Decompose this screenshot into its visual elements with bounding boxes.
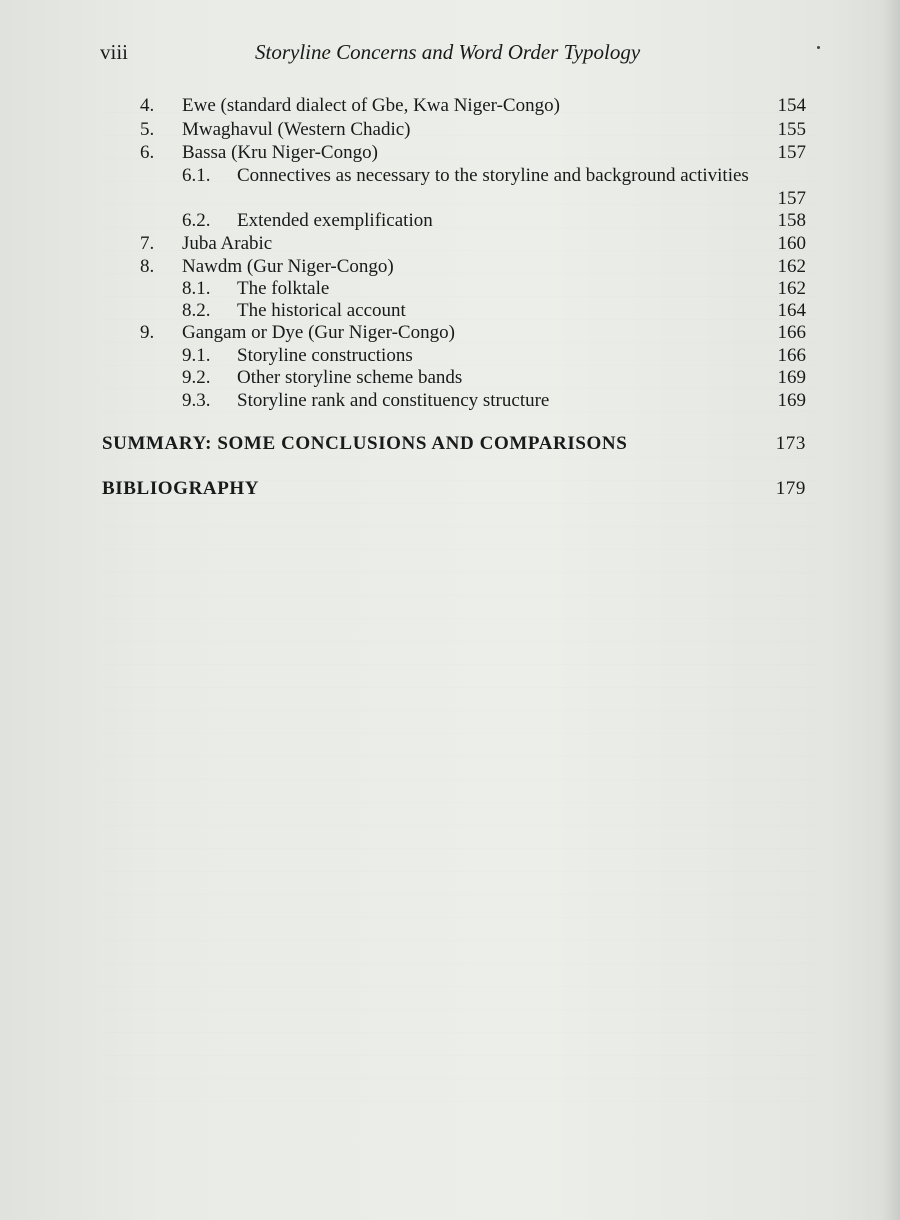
toc-entry-title: Juba Arabic — [182, 233, 273, 254]
toc-entry-page: 157 — [777, 142, 806, 163]
toc-entry-number: 5. — [140, 119, 155, 140]
toc-entry-page: 160 — [777, 233, 806, 254]
toc-entry — [0, 94, 900, 118]
chapter-heading-title: BIBLIOGRAPHY — [102, 478, 260, 499]
toc-entry-number: 6. — [140, 142, 155, 163]
toc-entry-number: 8. — [140, 256, 155, 277]
toc-subentry — [0, 164, 900, 212]
toc-entry-number: 4. — [140, 95, 155, 116]
toc-subentry — [0, 299, 900, 323]
toc-subentry-page: 164 — [777, 300, 806, 321]
page-folio: viii — [100, 40, 129, 64]
toc-entry — [0, 255, 900, 279]
toc-subentry-page: 158 — [777, 210, 806, 231]
toc-subentry-number: 9.1. — [182, 345, 211, 366]
toc-entry-number: 7. — [140, 233, 155, 254]
chapter-heading-page: 173 — [775, 433, 806, 454]
toc-subentry-number: 9.2. — [182, 367, 211, 388]
toc-subentry-number: 8.2. — [182, 300, 211, 321]
chapter-heading-page: 179 — [775, 478, 806, 499]
toc-subentry-number: 9.3. — [182, 390, 211, 411]
toc-entry-title: Bassa (Kru Niger-Congo) — [182, 142, 378, 163]
running-head — [100, 40, 820, 70]
toc-entry — [0, 141, 900, 165]
toc-entry-title: Mwaghavul (Western Chadic) — [182, 119, 411, 140]
running-head-title: Storyline Concerns and Word Order Typology — [255, 40, 641, 64]
ink-speck — [817, 46, 820, 49]
toc-subentry-title: Storyline rank and constituency structure — [237, 390, 550, 411]
toc-entry — [0, 321, 900, 345]
toc-subentry-title: The folktale — [237, 278, 330, 299]
toc-chapter-heading — [0, 475, 900, 503]
toc-subentry-number: 6.2. — [182, 210, 211, 231]
toc-subentry-page: 162 — [777, 278, 806, 299]
toc-entry — [0, 118, 900, 142]
toc-subentry-page: 169 — [777, 367, 806, 388]
toc-subentry-title: Storyline constructions — [237, 345, 413, 366]
chapter-heading-title: SUMMARY: SOME CONCLUSIONS AND COMPARISONS — [102, 433, 628, 454]
toc-entry-title: Ewe (standard dialect of Gbe, Kwa Niger-Congo) — [182, 95, 560, 116]
toc-subentry-page: 169 — [777, 390, 806, 411]
toc-subentry-page: 157 — [777, 188, 806, 209]
toc-subentry-number: 6.1. — [182, 165, 211, 186]
toc-entry-page: 154 — [777, 95, 806, 116]
toc-entry-page: 155 — [777, 119, 806, 140]
toc-entry — [0, 232, 900, 256]
toc-subentry — [0, 344, 900, 368]
toc-entry-title: Nawdm (Gur Niger-Congo) — [182, 256, 394, 277]
toc-subentry — [0, 366, 900, 390]
toc-subentry — [0, 277, 900, 301]
toc-chapter-heading — [0, 430, 900, 458]
toc-subentry — [0, 389, 900, 413]
toc-subentry-title: Other storyline scheme bands — [237, 367, 463, 388]
toc-subentry — [0, 209, 900, 233]
toc-subentry-title: Extended exemplification — [237, 210, 433, 231]
toc-subentry-number: 8.1. — [182, 278, 211, 299]
toc-subentry-title: The historical account — [237, 300, 406, 321]
toc-subentry-page: 166 — [777, 345, 806, 366]
toc-entry-number: 9. — [140, 322, 155, 343]
toc-entry-page: 162 — [777, 256, 806, 277]
toc-subentry-title: Connectives as necessary to the storyline and background activities — [237, 165, 749, 186]
toc-entry-page: 166 — [777, 322, 806, 343]
toc-entry-title: Gangam or Dye (Gur Niger-Congo) — [182, 322, 455, 343]
